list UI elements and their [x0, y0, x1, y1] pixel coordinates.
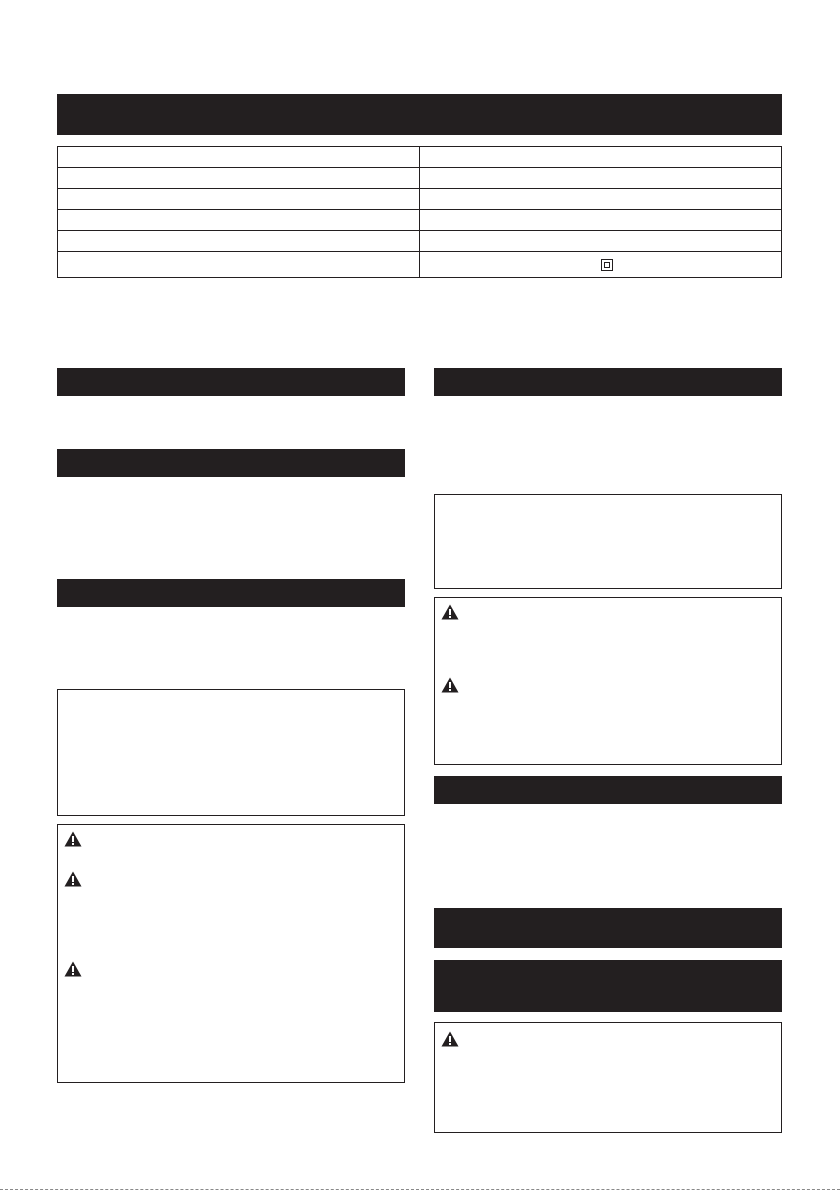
table-row — [58, 189, 782, 210]
warning-triangle-icon — [64, 961, 82, 977]
warning-triangle-icon — [441, 604, 459, 620]
table-row — [58, 210, 782, 231]
left-warning-box — [57, 824, 405, 1083]
warning-triangle-icon — [441, 677, 459, 693]
spec-value-cell — [420, 252, 782, 278]
warning-triangle-icon — [441, 1031, 459, 1047]
left-section-header-2 — [57, 449, 405, 477]
warning-triangle-icon — [64, 871, 82, 887]
specifications-table — [57, 146, 782, 278]
warning-triangle-icon — [64, 831, 82, 847]
right-section-header-1 — [434, 368, 782, 396]
page-bottom-rule — [0, 1189, 840, 1190]
spec-key — [58, 210, 420, 231]
right-section-header-2 — [434, 776, 782, 804]
top-section-header-bar — [57, 94, 782, 135]
spec-value — [420, 168, 782, 189]
spec-key — [58, 147, 420, 168]
left-section-header-3 — [57, 579, 405, 607]
spec-value — [420, 210, 782, 231]
spec-key — [58, 252, 420, 278]
table-row — [58, 252, 782, 278]
table-row — [58, 231, 782, 252]
right-warning-box-2 — [434, 1022, 782, 1133]
right-section-header-4 — [434, 960, 782, 1012]
spec-key — [58, 231, 420, 252]
spec-value — [420, 231, 782, 252]
spec-key — [58, 168, 420, 189]
left-section-header-1 — [57, 368, 405, 396]
table-row — [58, 147, 782, 168]
table-row — [58, 168, 782, 189]
right-section-header-3 — [434, 908, 782, 948]
right-warning-box-1 — [434, 597, 782, 765]
spec-key — [58, 189, 420, 210]
right-note-box — [434, 494, 782, 589]
spec-value — [420, 147, 782, 168]
double-insulation-icon — [601, 259, 613, 271]
left-note-box — [57, 689, 405, 816]
spec-value — [420, 189, 782, 210]
